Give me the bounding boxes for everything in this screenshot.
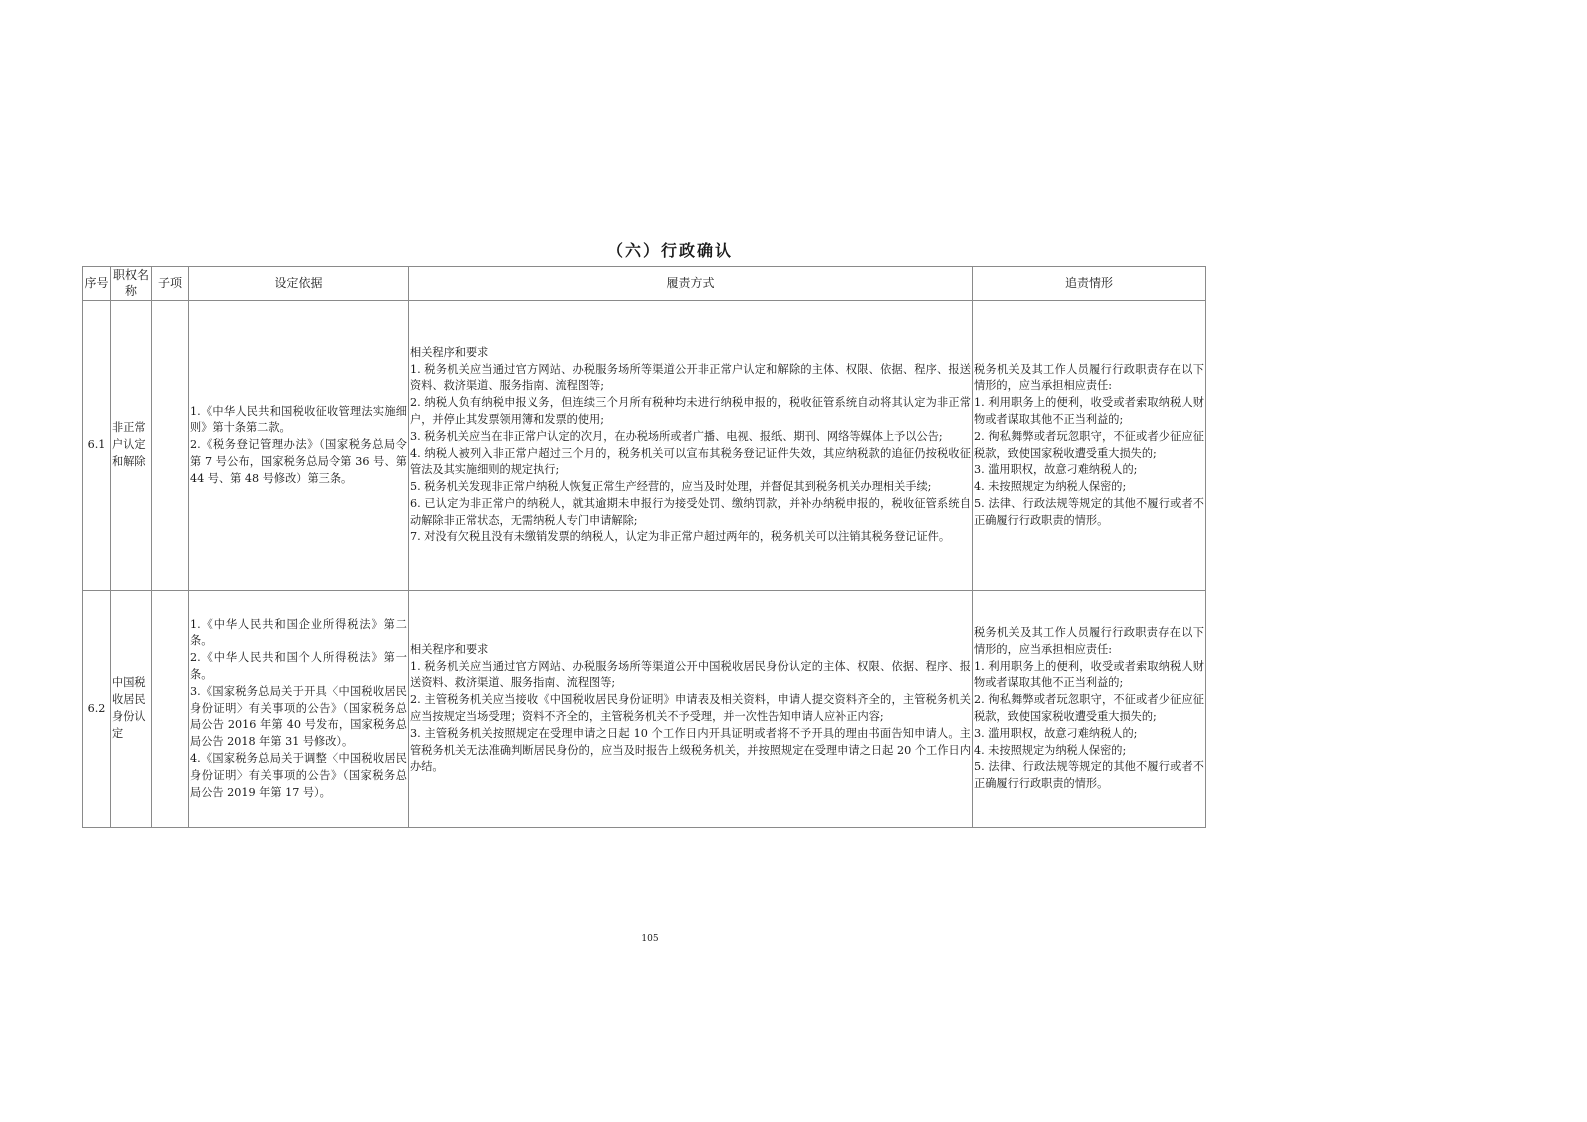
duty-method [409, 591, 973, 828]
method-line: 4. 纳税人被列入非正常户超过三个月的，税务机关可以宣布其税务登记证件失效，其应纳税款的追征仍按税收征管法及其实施细则的规定执行; [410, 446, 971, 477]
liability-line: 4. 未按照规定为纳税人保密的; [974, 480, 1127, 494]
method-line: 3. 主管税务机关按照规定在受理申请之日起 10 个工作日内开具证明或者将不予开具的理由书面告知申请人。主管税务机关无法准确判断居民身份的，应当及时报告上级税务机关，并按照规定在受理申请之日起 20 个工作日内办结。 [410, 726, 971, 774]
table-row [83, 591, 1206, 828]
method-line: 相关程序和要求 [410, 345, 489, 359]
header-no: 序号 [83, 267, 111, 301]
method-line: 6. 已认定为非正常户的纳税人，就其逾期未申报行为接受处罚、缴纳罚款，并补办纳税申报的，税收征管系统自动解除非正常状态，无需纳税人专门申请解除; [410, 496, 971, 527]
method-line: 5. 税务机关发现非正常户纳税人恢复正常生产经营的，应当及时处理，并督促其到税务机关办理相关手续; [410, 480, 932, 494]
liability-cases [973, 301, 1206, 591]
liability-line: 2. 徇私舞弊或者玩忽职守，不征或者少征应征税款，致使国家税收遭受重大损失的; [974, 429, 1204, 460]
header-sub: 子项 [152, 267, 189, 301]
liability-cases [973, 591, 1206, 828]
method-line: 2. 主管税务机关应当接收《中国税收居民身份证明》申请表及相关资料，申请人提交资料齐全的，主管税务机关应当按规定当场受理；资料不齐全的，主管税务机关不予受理，并一次性告知申请人应补正内容; [410, 693, 971, 723]
method-line: 3. 税务机关应当在非正常户认定的次月，在办税场所或者广播、电视、报纸、期刊、网络等媒体上予以公告; [410, 429, 943, 443]
liability-line: 税务机关及其工作人员履行行政职责存在以下情形的，应当承担相应责任: [974, 626, 1204, 656]
basis-line: 1.《中华人民共和国企业所得税法》第二条。 [190, 617, 407, 648]
page-number: 105 [641, 934, 659, 944]
liability-line: 税务机关及其工作人员履行行政职责存在以下情形的，应当承担相应责任: [974, 362, 1204, 393]
basis-line: 3.《国家税务总局关于开具〈中国税收居民身份证明〉有关事项的公告》（国家税务总局公告 2016 年第 40 号发布，国家税务总局公告 2018 年第 31 号修改）。 [190, 684, 407, 749]
basis-line: 4.《国家税务总局关于调整〈中国税收居民身份证明〉有关事项的公告》（国家税务总局公告 2019 年第 17 号）。 [190, 751, 407, 799]
header-liability: 追责情形 [973, 267, 1206, 301]
sub-item [152, 591, 189, 828]
duty-method [409, 301, 973, 591]
header-name: 职权名称 [111, 267, 152, 301]
header-basis: 设定依据 [189, 267, 409, 301]
method-line: 相关程序和要求 [410, 642, 489, 656]
legal-basis [189, 301, 409, 591]
liability-line: 3. 滥用职权，故意刁难纳税人的; [974, 726, 1138, 740]
row-number: 6.1 [83, 301, 111, 591]
liability-line: 5. 法律、行政法规等规定的其他不履行或者不正确履行行政职责的情形。 [974, 496, 1204, 527]
liability-line: 3. 滥用职权，故意刁难纳税人的; [974, 463, 1138, 477]
sub-item [152, 301, 189, 591]
method-line: 2. 纳税人负有纳税申报义务，但连续三个月所有税种均未进行纳税申报的，税收征管系统自动将其认定为非正常户，并停止其发票领用簿和发票的使用; [410, 396, 971, 426]
page-title: （六）行政确认 [606, 241, 733, 260]
method-line: 7. 对没有欠税且没有未缴销发票的纳税人，认定为非正常户超过两年的，税务机关可以注销其税务登记证件。 [410, 530, 951, 544]
authority-name: 非正常户认定和解除 [111, 301, 152, 591]
table-header-row [83, 267, 1206, 301]
liability-line: 1. 利用职务上的便利，收受或者索取纳税人财物或者谋取其他不正当利益的; [974, 396, 1204, 426]
method-line: 1. 税务机关应当通过官方网站、办税服务场所等渠道公开中国税收居民身份认定的主体、权限、依据、程序、报送资料、救济渠道、服务指南、流程图等; [410, 659, 971, 690]
header-method: 履责方式 [409, 267, 973, 301]
liability-line: 2. 徇私舞弊或者玩忽职守，不征或者少征应征税款，致使国家税收遭受重大损失的; [974, 693, 1204, 723]
authority-name: 中国税收居民身份认定 [111, 591, 152, 828]
basis-line: 2.《税务登记管理办法》（国家税务总局令第 7 号公布，国家税务总局令第 36 号、第 44 号、第 48 号修改）第三条。 [190, 438, 407, 485]
liability-line: 4. 未按照规定为纳税人保密的; [974, 743, 1127, 757]
table-row [83, 301, 1206, 591]
basis-line: 2.《中华人民共和国个人所得税法》第一条。 [190, 651, 407, 681]
liability-line: 5. 法律、行政法规等规定的其他不履行或者不正确履行行政职责的情形。 [974, 760, 1204, 791]
authority-table [82, 266, 1206, 828]
method-line: 1. 税务机关应当通过官方网站、办税服务场所等渠道公开非正常户认定和解除的主体、权限、依据、程序、报送资料、救济渠道、服务指南、流程图等; [410, 362, 971, 393]
liability-line: 1. 利用职务上的便利，收受或者索取纳税人财物或者谋取其他不正当利益的; [974, 659, 1204, 690]
legal-basis [189, 591, 409, 828]
basis-line: 1.《中华人民共和国税收征收管理法实施细则》第十条第二款。 [190, 404, 407, 435]
row-number: 6.2 [83, 591, 111, 828]
